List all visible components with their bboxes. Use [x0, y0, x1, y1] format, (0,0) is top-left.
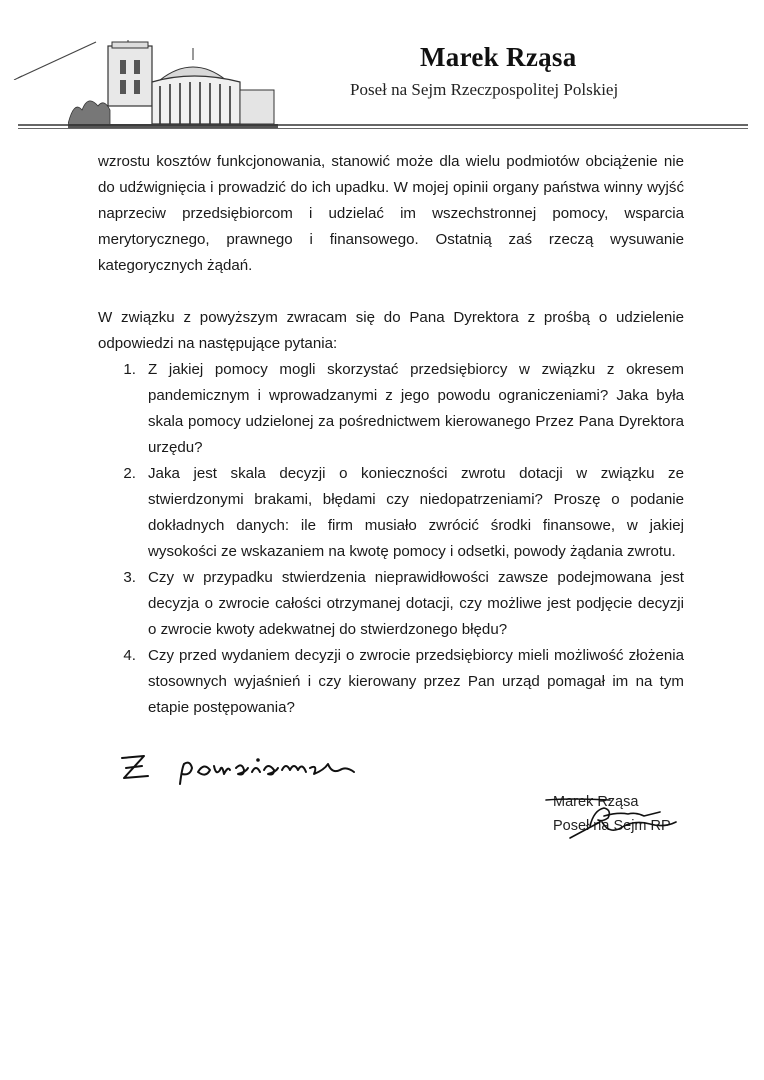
- letter-body: [98, 149, 684, 721]
- question-item: [98, 357, 684, 461]
- question-item: [98, 461, 684, 565]
- body-paragraph: wzrostu kosztów funkcjonowania, stanowić może dla wielu podmiotów obciążenie nie do udźwignięcia i prowadzić do ich upadku. W mojej opinii organy państwa winny wyjść naprzeciw przedsiębiorcom i udzielać im wszechstronnej pomocy, wsparcia merytorycznego, prawnego i finansowego. Ostatnią zaś rzeczą wysuwanie kategorycznych żądań.: [98, 153, 684, 274]
- question-text: Czy przed wydaniem decyzji o zwrocie przedsiębiorcy mieli możliwość złożenia stosownych wyjaśnień i czy kierowany przez Pan urząd pomagał im na tym etapie postępowania?: [148, 647, 684, 716]
- question-text: Jaka jest skala decyzji o konieczności zwrotu dotacji w związku ze stwierdzonymi brakami, błędami czy niedopatrzeniami? Proszę o podanie dokładnych danych: ile firm musiało zwrócić środki finansowe, w jakiej wysokości ze wskazaniem na kwotę pomocy i odsetki, powody żądania zwrotu.: [148, 465, 684, 560]
- question-item: [98, 643, 684, 721]
- signature-title: Poseł na Sejm RP: [553, 818, 671, 834]
- question-item: [98, 565, 684, 643]
- letterhead-rule: [18, 122, 748, 132]
- question-text: Czy w przypadku stwierdzenia nieprawidłowości zawsze podejmowana jest decyzja o zwrocie całości otrzymanej dotacji, czy możliwe jest podjęcie decyzji o zwrocie kwoty adekwatnej do stwierdzonego błędu?: [148, 569, 684, 638]
- signature-name: Marek Rząsa: [553, 794, 639, 810]
- handwritten-closing: [118, 748, 368, 796]
- body-paragraph: W związku z powyższym zwracam się do Pana Dyrektora z prośbą o udzielenie odpowiedzi na następujące pytania:: [98, 309, 684, 352]
- question-number: 3.: [123, 569, 136, 586]
- handwritten-signature-icon: [540, 792, 690, 852]
- question-number: 4.: [123, 647, 136, 664]
- question-text: Z jakiej pomocy mogli skorzystać przedsiębiorcy w związku z okresem pandemicznym i wprowadzanymi z jego powodu ograniczeniami? Jaka była skala pomocy udzielonej za pośrednictwem kierowanego Przez Pana Dyrektora urzędu?: [148, 361, 684, 456]
- letterhead-name: Marek Rząsa: [420, 42, 577, 72]
- question-number: 1.: [123, 361, 136, 378]
- question-number: 2.: [123, 465, 136, 482]
- letterhead-subtitle: Poseł na Sejm Rzeczpospolitej Polskiej: [350, 80, 619, 99]
- questions-list: [98, 357, 684, 721]
